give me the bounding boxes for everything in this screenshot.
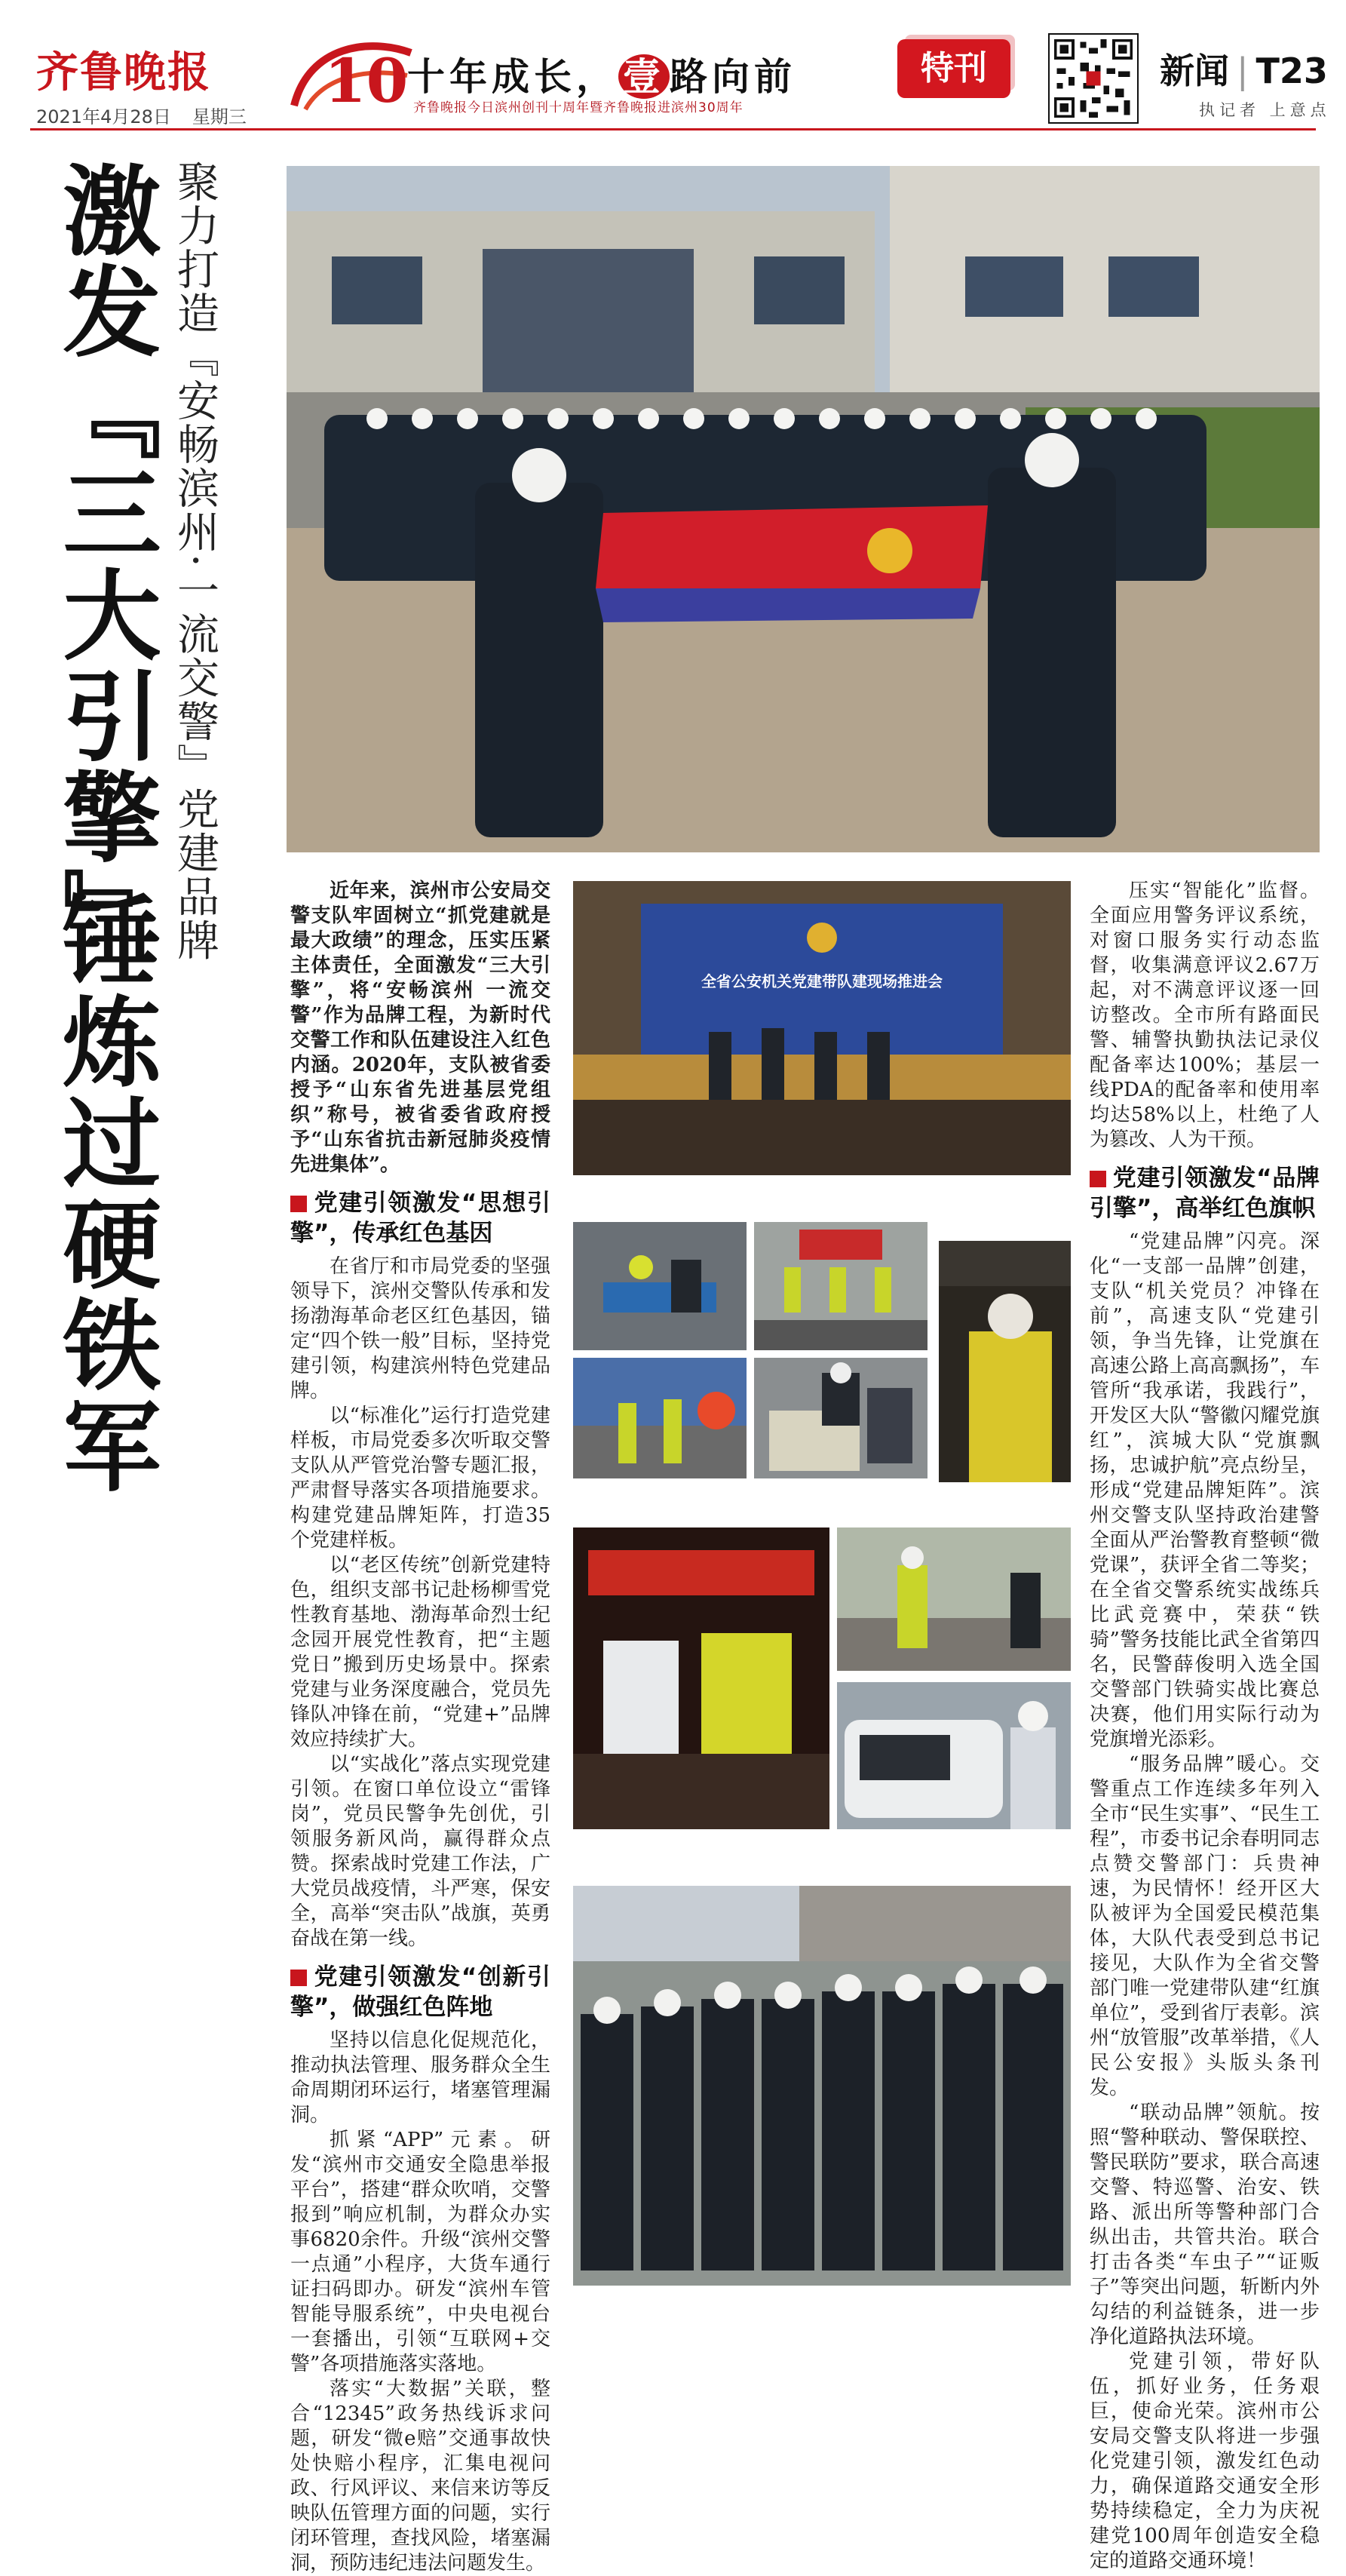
night-duty-photo [573,1527,829,1829]
page-code: 新闻 | T23 [1160,51,1328,91]
flag-ceremony-photo [287,166,1320,852]
section-heading-innovation: 党建引领激发“创新引擎”，做强红色阵地 [290,1963,550,2021]
vehicle-check-photo [837,1682,1071,1829]
article-paragraph: 党建引领，带好队伍，抓好业务，任务艰巨，使命光荣。滨州市公安局交警支队将进一步强化党建引领，激发红色动力，确保道路交通安全形势持续稳定，全力为庆祝建党100周年创造安全稳定的道路交通环境！ [1090,2350,1320,2572]
issue-date [36,102,247,128]
header-rule [30,128,1316,130]
article-paragraph: 以“老区传统”创新党建特色，组织支部书记赴杨柳雪党性教育基地、渤海革命烈士纪念园开展党性教育，把“主题党日”搬到历史场景中。探索党建与业务深度融合，党员先锋队冲锋在前，“党建+”品牌效应持续扩大。 [290,1554,550,1751]
newspaper-logo: 齐鲁晚报 [36,48,211,97]
article-paragraph: 坚持以信息化促规范化，推动执法管理、服务群众全生命周期闭环运行，堵塞管理漏洞。 [290,2029,550,2126]
page-number: T23 [1256,51,1328,91]
article-paragraph: “联动品牌”领航。按照“警种联动、警保联控、警民联防”要求，联合高速交警、特巡警、治安、铁路、派出所等警种部门合纵出击，共管共治。联合打击各类“车虫子”“证贩子”等突出问题，斩断内外勾结的利益链条，进一步净化道路执法环境。 [1090,2102,1320,2348]
article-column-1 [290,879,550,2576]
square-bullet-icon [290,1196,307,1212]
section-heading-brand: 党建引领激发“品牌引擎”，高举红色旗帜 [1090,1165,1320,1222]
officer-in-rain-photo [939,1241,1071,1482]
article-paragraph: “服务品牌”暖心。交警重点工作连续多年列入全市“民生实事”、“民生工程”，市委书记余春明同志点赞交警部门：兵贵神速，为民情怀！经开区大队被评为全国爱民模范集体，大队代表受到总书记接见，大队作为全省交警部门唯一党建带队建“红旗单位”，受到省厅表彰。滨州“放管服”改革举措，《人民公安报》头版头条刊发。 [1090,1753,1320,2099]
article-column-2 [1090,879,1320,2574]
article-lead: 近年来，滨州市公安局交警支队牢固树立“抓党建就是最大政绩”的理念，压实压紧主体责任，全面激发“三大引擎”，将“安畅滨州 一流交警”作为品牌工程，为新时代交警工作和队伍建设注入红色内涵。2020年，支队被省委授予“山东省先进基层党组织”称号，被省委省政府授予“山东省抗击新冠肺炎疫情先进集体”。 [290,880,550,1176]
special-edition-badge: 特刊 [897,39,1010,98]
weekday-text: 星期三 [192,106,247,127]
article-paragraph: 压实“智能化”监督。全面应用警务评议系统，对窗口服务实行动态监督，收集满意评议2.67万起，对不满意评议逐一回访整改。全市所有路面民警、辅警执勤执法记录仪配备率达100%；基层一线PDA的配备率和使用率均达58%以上，杜绝了人为篡改、人为干预。 [1090,880,1320,1151]
main-title-second-line: 锤炼过硬铁军 [47,890,161,1497]
road-inspection-photo [837,1527,1071,1671]
slogan-mark: 壹 [618,54,670,99]
article-paragraph: 落实“大数据”关联，整合“12345”政务热线诉求问题，研发“微e赔”交通事故快处快赔小程序，汇集电视问政、行风评议、来信来访等反映队伍管理方面的问题，实行闭环管理，查找风险，堵塞漏洞，预防违纪违法问题发生。 [290,2378,550,2574]
subtitle: 聚力打造『安畅滨州·一流交警』党建品牌 [170,160,219,963]
emergency-rescue-photo [573,1222,747,1350]
square-bullet-icon [290,1970,307,1986]
qr-code-icon [1048,33,1139,124]
traffic-post-photo [573,1358,747,1478]
salute-ceremony-photo [573,1886,1071,2286]
article-paragraph: 在省厅和市局党委的坚强领导下，滨州交警队传承和发扬渤海革命老区红色基因，锚定“四个铁一般”目标，坚持党建引领，构建滨州特色党建品牌。 [290,1255,550,1402]
anniversary-subline: 齐鲁晚报今日滨州创刊十周年暨齐鲁晚报进滨州30周年 [413,100,744,115]
main-title: 激发『三大引擎』 [47,160,161,969]
date-text: 2021年4月28日 [36,106,171,127]
slogan-pre: 十年成长 [407,54,576,99]
map-briefing-photo [754,1358,927,1478]
article-paragraph: 以“实战化”落点实现党建引领。在窗口单位设立“雷锋岗”，党员民警争先创优，引领服务新风尚，赢得群众点赞。探索战时党建工作法，广大党员战疫情，斗严寒，保安全，高举“突击队”战旗，英勇奋战在第一线。 [290,1753,550,1950]
article-paragraph: 以“标准化”运行打造党建样板，市局党委多次听取交警支队从严管党治警专题汇报，严肃督导落实各项措施要求。构建党建品牌矩阵，打造35个党建样板。 [290,1405,550,1552]
reporter-byline: 执记者 上意点 [1199,101,1331,119]
section-heading-thought: 党建引领激发“思想引擎”，传承红色基因 [290,1190,550,1247]
slogan-post: 路向前 [670,54,796,99]
anniversary-number: 10 [324,45,409,116]
conference-photo [573,881,1071,1175]
anniversary-emblem [279,30,422,121]
article-paragraph: 抓紧“APP”元素。研发“滨州市交通安全隐患举报平台”，搭建“群众吹哨，交警报到”响应机制，为群众办实事6820余件。升级“滨州交警一点通”小程序，大货车通行证扫码即办。研发“滨州车管智能导服系统”，中央电视台一套播出，引领“互联网+交警”各项措施落实落地。 [290,2129,550,2375]
article-paragraph: “党建品牌”闪亮。深化“一支部一品牌”创建，支队“机关党员？冲锋在前”，高速支队“党建引领，争当先锋，让党旗在高速公路上高高飘扬”，车管所“我承诺，我践行”，开发区大队“警徽闪耀党旗红”，滨城大队“党旗飘扬，忠诚护航”亮点纷呈，形成“党建品牌矩阵”。滨州交警支队坚持政治建警全面从严治警教育整顿“微党课”，获评全省二等奖；在全省交警系统实战练兵比武竞赛中，荣获“铁骑”警务技能比武全省第四名，民警薛俊明入选全国交警部门铁骑实战比赛总决赛，他们用实际行动为党旗增光添彩。 [1090,1230,1320,1751]
anniversary-slogan: 十年成长， 壹 路向前 [407,54,796,99]
section-name: 新闻 [1160,51,1229,91]
motorcycle-squad-photo [754,1222,927,1350]
square-bullet-icon [1090,1171,1106,1187]
conference-banner-text: 全省公安机关党建带队建现场推进会 [701,972,943,990]
